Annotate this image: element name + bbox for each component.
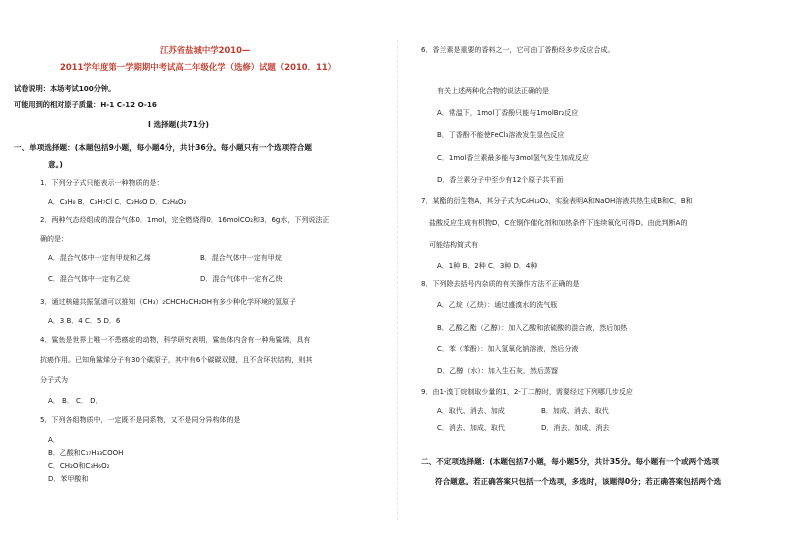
- question-8-option-c: C．苯（苯酚）：加入氢氧化钠溶液，然后分液: [437, 345, 579, 353]
- question-9-option-b: B．加成、消去、取代: [541, 407, 609, 415]
- exam-note-atomic-mass: 可能用到的相对原子质量：H-1 C-12 O-16: [14, 100, 157, 109]
- question-5-option-a: A．: [48, 436, 60, 444]
- question-4-options: A． B． C． D．: [48, 397, 103, 405]
- section1-heading-line1: 一、单项选择题：(本题包括9小题，每小题4分，共计36分。每小题只有一个选项符合题: [14, 143, 312, 152]
- question-4-line3: 分子式为: [40, 376, 68, 384]
- question-2-option-c: C．混合气体中一定有乙烷: [48, 275, 130, 283]
- question-6-option-d: D．香兰素分子中至少有12个原子共平面: [437, 176, 564, 184]
- question-6-option-b: B．丁香酚不能使FeCl₃溶液发生显色反应: [437, 131, 565, 139]
- question-6-stem: 有关上述两种化合物的说法正确的是: [437, 87, 549, 95]
- question-2-line1: 2．两种气态烃组成的混合气体0．1mol，完全燃烧得0．16molCO₂和3．6g水，下列说法正: [40, 216, 330, 224]
- question-7-line3: 可能结构简式有: [429, 241, 478, 249]
- question-1: 1．下列分子式只能表示一种物质的是：: [40, 179, 164, 187]
- question-5-option-b: B．乙酸和C₁₇H₃₃COOH: [48, 449, 124, 457]
- question-8-option-d: D．乙醇（水）：加入生石灰，然后蒸馏: [437, 367, 558, 375]
- question-6: 6．香兰素是重要的香料之一，它可由丁香酚经多步反应合成。: [421, 46, 615, 54]
- question-1-options: A．C₃H₈ B．C₃H₇Cl C．C₂H₆O D．C₂H₄O₂: [48, 198, 187, 206]
- section2-heading-line1: 二、不定项选择题：(本题包括7小题，每小题5分，共计35分。每小题有一个或两个选项: [421, 457, 719, 466]
- question-4-line1: 4．鲨鱼是世界上唯一不患癌症的动物，科学研究表明，鲨鱼体内含有一种角鲨烯，具有: [40, 336, 311, 344]
- question-9-option-c: C．消去、加成、取代: [437, 424, 505, 432]
- column-divider: [397, 40, 398, 520]
- question-9-option-a: A．取代、消去、加成: [437, 407, 505, 415]
- exam-title-line1: 江苏省盐城中学2010—: [160, 45, 251, 55]
- question-7-options: A．1种 B．2种 C．3种 D．4种: [437, 262, 538, 270]
- question-9: 9．由1-溴丁烷制取少量的1，2-丁二醇时，需要经过下列哪几步反应: [421, 388, 633, 396]
- question-8: 8．下列除去括号内杂质的有关操作方法不正确的是: [421, 280, 580, 288]
- question-2-option-a: A．混合气体中一定有甲烷和乙烯: [48, 254, 151, 262]
- question-5-option-c: C．CH₂O和C₃H₆O₂: [48, 462, 110, 470]
- part1-heading: Ⅰ 选择题(共71分): [148, 120, 209, 129]
- question-3: 3．通过核磁共振氢谱可以推知（CH₃）₂CHCH₂CH₂OH有多少种化学环境的氢原子: [40, 298, 297, 306]
- question-5: 5．下列各组物质中，一定既不是同系物，又不是同分异构体的是: [40, 416, 241, 424]
- question-6-option-a: A．常温下，1mol丁香酚只能与1molBr₂反应: [437, 109, 579, 117]
- question-5-option-d: D．苯甲酸和: [48, 475, 89, 483]
- section2-heading-line2: 符合题意。若正确答案只包括一个选项，多选时，该题得0分；若正确答案包括两个选: [435, 477, 722, 486]
- question-3-options: A．3 B．4 C．5 D．6: [48, 317, 121, 325]
- question-7-line2: 盐酸反应生成有机物D，C在铜作催化剂和加热条件下连续氧化可得D。由此判断A的: [429, 219, 688, 227]
- question-2-option-d: D．混合气体中一定有乙炔: [200, 275, 283, 283]
- exam-note-duration: 试卷说明：本场考试100分钟。: [14, 84, 116, 93]
- section1-heading-line2: 意。): [48, 160, 63, 169]
- question-8-option-b: B．乙酸乙酯（乙醇）：加入乙酸和浓硫酸的混合液，然后加热: [437, 324, 628, 332]
- question-2-option-b: B．混合气体中一定有甲烷: [200, 254, 282, 262]
- question-8-option-a: A．乙烷（乙炔）：通过盛溴水的洗气瓶: [437, 301, 558, 309]
- question-2-line2: 确的是：: [40, 235, 68, 243]
- question-6-option-c: C．1mol香兰素最多能与3mol氢气发生加成反应: [437, 154, 589, 162]
- question-4-line2: 抗癌作用。已知角鲨烯分子有30个碳原子，其中有6个碳碳双键，且不含环状结构，则其: [40, 356, 313, 364]
- question-7-line1: 7．某酯的衍生物A，其分子式为C₆H₁₂O₂，实验表明A和NaOH溶液共热生成B和C，B和: [421, 197, 693, 205]
- exam-title-line2: 2011学年度第一学期期中考试高二年级化学（选修）试题（2010．11）: [60, 62, 337, 72]
- question-9-option-d: D．消去、加成、消去: [541, 424, 610, 432]
